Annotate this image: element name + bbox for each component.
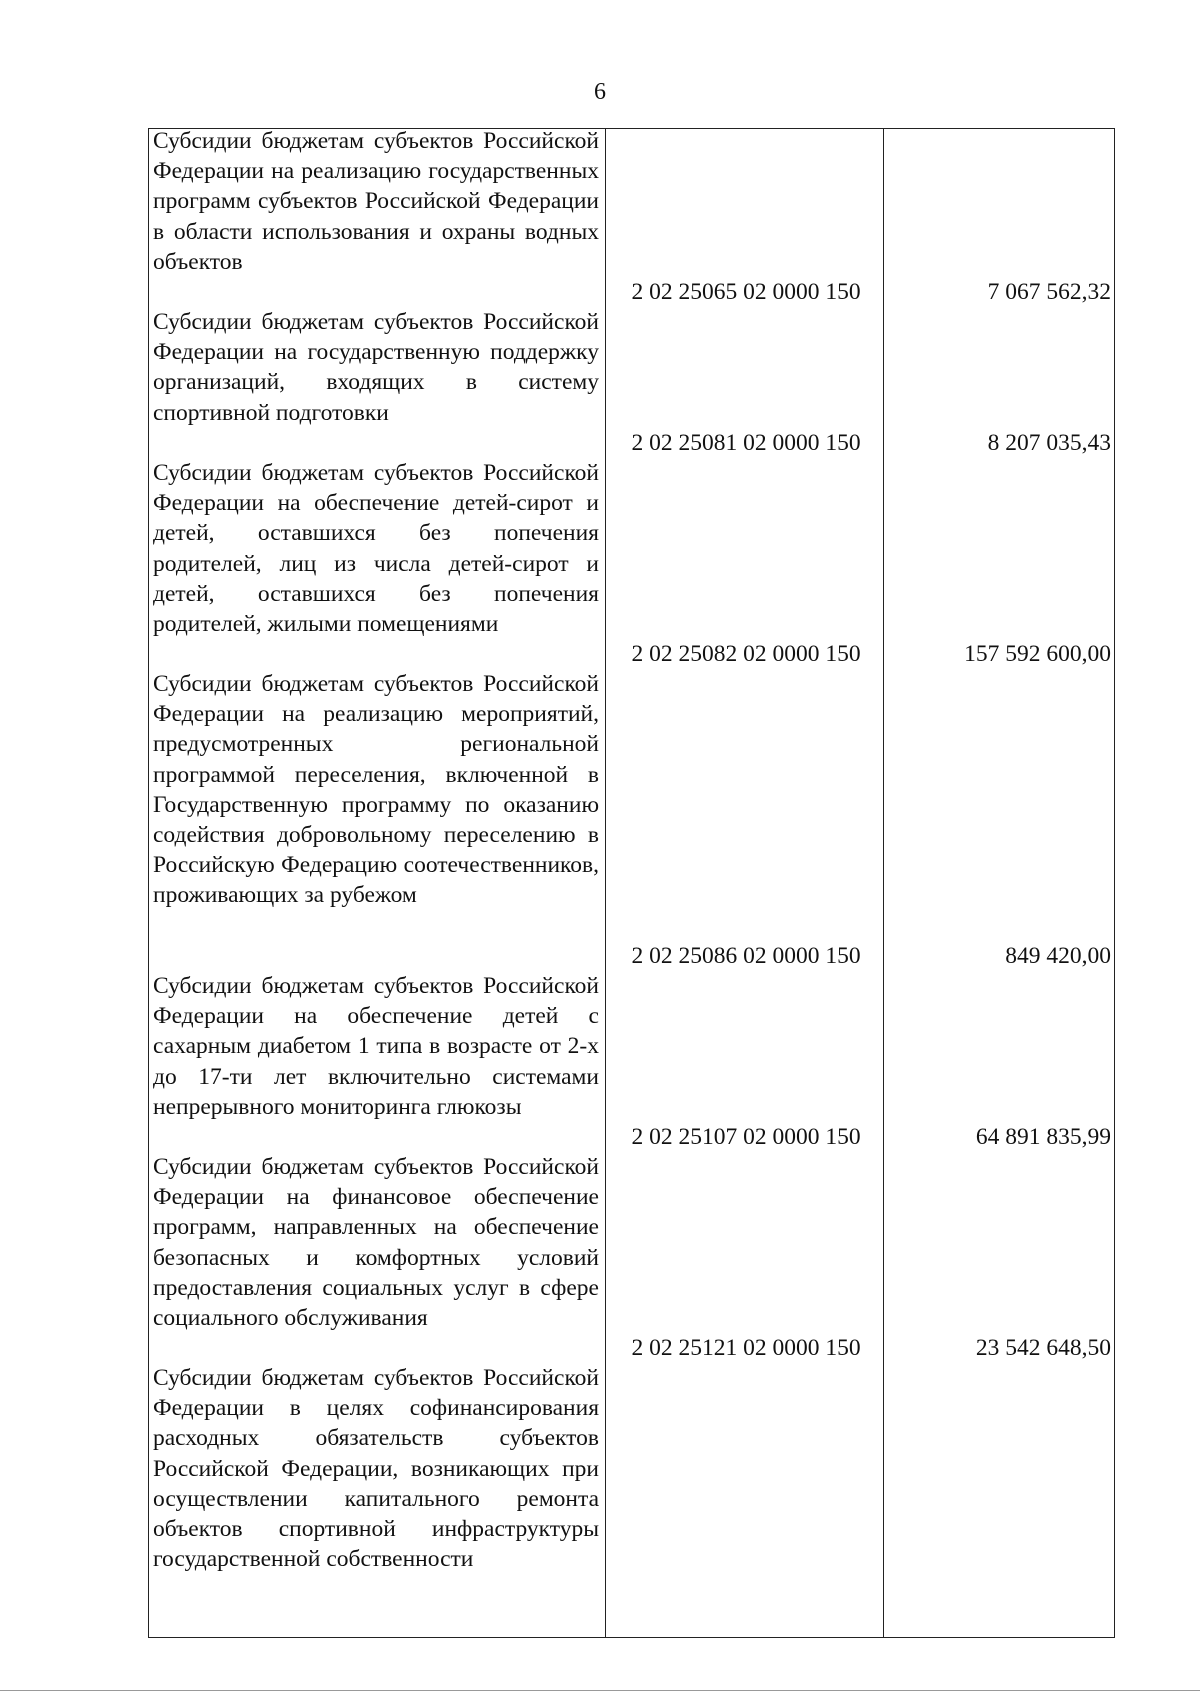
row-description: Субсидии бюджетам субъектов Российской Федерации на реализацию государственных программ субъектов Российской Федерации в области использования и охраны водных объектов <box>153 128 599 275</box>
row-description: Субсидии бюджетам субъектов Российской Федерации на государственную поддержку организаций, входящих в систему спортивной подготовки <box>153 309 599 426</box>
row-amount: 849 420,00 <box>1005 943 1111 969</box>
row-amount: 64 891 835,99 <box>975 1124 1111 1150</box>
page-number: 6 <box>594 79 606 105</box>
row-amount: 157 592 600,00 <box>964 641 1111 667</box>
column-divider <box>605 129 606 1637</box>
row-code: 2 02 25082 02 0000 150 <box>631 641 861 667</box>
row-amount: 23 542 648,50 <box>975 1335 1111 1361</box>
scan-edge-line <box>0 1690 1200 1691</box>
row-description: Субсидии бюджетам субъектов Российской Федерации на обеспечение детей-сирот и детей, оставшихся без попечения родителей, лиц из числа детей-сирот и детей, оставшихся без попечения родителей, жилыми помещениями <box>153 460 599 638</box>
row-description: Субсидии бюджетам субъектов Российской Федерации на обеспечение детей с сахарным диабетом 1 типа в возрасте от 2-х до 17-ти лет включительно системами непрерывного мониторинга глюкозы <box>153 973 599 1120</box>
row-description: Субсидии бюджетам субъектов Российской Федерации в целях софинансирования расходных обязательств субъектов Российской Федерации, возникающих при осуществлении капитального ремонта объектов спортивной инфраструктуры государственной собственности <box>153 1365 599 1573</box>
row-description: Субсидии бюджетам субъектов Российской Федерации на финансовое обеспечение программ, направленных на обеспечение безопасных и комфортных условий предоставления социальных услуг в сфере социального обслуживания <box>153 1154 599 1332</box>
row-code: 2 02 25065 02 0000 150 <box>631 279 861 305</box>
column-divider <box>883 129 884 1637</box>
row-code: 2 02 25121 02 0000 150 <box>631 1335 861 1361</box>
row-description: Субсидии бюджетам субъектов Российской Федерации на реализацию мероприятий, предусмотренных региональной программой переселения, включенной в Государственную программу по оказанию содействия добровольному переселению в Российскую Федерацию соотечественников, проживающих за рубежом <box>153 671 599 909</box>
row-amount: 7 067 562,32 <box>987 279 1111 305</box>
row-code: 2 02 25107 02 0000 150 <box>631 1124 861 1150</box>
row-code: 2 02 25081 02 0000 150 <box>631 430 861 456</box>
row-amount: 8 207 035,43 <box>987 430 1111 456</box>
budget-table <box>148 128 1115 1638</box>
row-code: 2 02 25086 02 0000 150 <box>631 943 861 969</box>
